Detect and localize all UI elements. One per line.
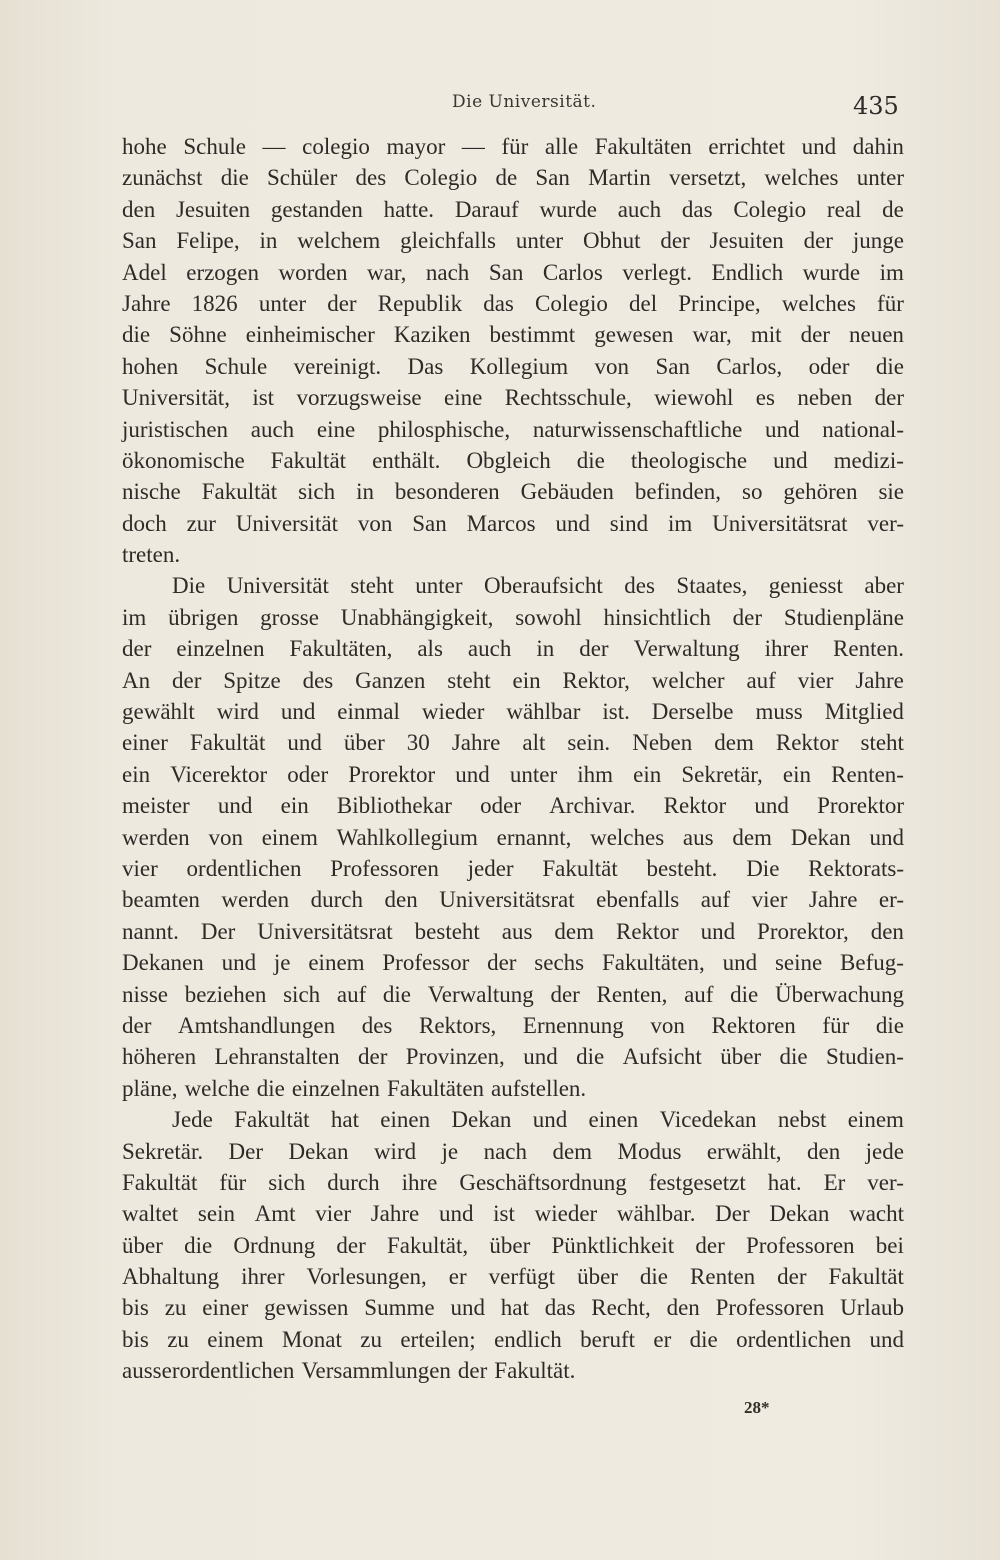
text-line: vier ordentlichen Professoren jeder Fakultät besteht. Die Rektorats- <box>122 855 904 881</box>
text-line: Universität, ist vorzugsweise eine Rechtsschule, wiewohl es neben der <box>122 385 904 411</box>
text-line: Abhaltung ihrer Vorlesungen, er verfügt über die Renten der Fakultät <box>122 1264 904 1290</box>
text-line: den Jesuiten gestanden hatte. Darauf wurde auch das Colegio real de <box>122 196 904 222</box>
text-line: doch zur Universität von San Marcos und sind im Universitätsrat ver- <box>122 510 904 536</box>
text-line: bis zu einem Monat zu erteilen; endlich beruft er die ordentlichen und <box>122 1326 904 1352</box>
text-line: pläne, welche die einzelnen Fakultäten aufstellen. <box>122 1075 587 1101</box>
text-line: meister und ein Bibliothekar oder Archivar. Rektor und Prorektor <box>122 793 904 819</box>
text-line: Die Universität steht unter Oberaufsicht des Staates, geniesst aber <box>172 573 904 599</box>
text-line: nannt. Der Universitätsrat besteht aus dem Rektor und Prorektor, den <box>122 918 904 944</box>
text-line: juristischen auch eine philosphische, naturwissenschaftliche und national- <box>122 416 904 442</box>
text-line: An der Spitze des Ganzen steht ein Rektor, welcher auf vier Jahre <box>122 667 904 693</box>
text-line: über die Ordnung der Fakultät, über Pünktlichkeit der Professoren bei <box>122 1232 904 1258</box>
text-line: höheren Lehranstalten der Provinzen, und die Aufsicht über die Studien- <box>122 1044 904 1070</box>
text-line: die Söhne einheimischer Kaziken bestimmt gewesen war, mit der neuen <box>122 322 904 348</box>
text-line: Sekretär. Der Dekan wird je nach dem Modus erwählt, den jede <box>122 1138 904 1164</box>
text-line: der einzelnen Fakultäten, als auch in der Verwaltung ihrer Renten. <box>122 636 904 662</box>
text-line: im übrigen grosse Unabhängigkeit, sowohl hinsichtlich der Studienpläne <box>122 604 904 630</box>
text-line: Jahre 1826 unter der Republik das Colegio del Principe, welches für <box>122 290 904 316</box>
text-line: Adel erzogen worden war, nach San Carlos verlegt. Endlich wurde im <box>122 259 904 285</box>
text-line: nisse beziehen sich auf die Verwaltung der Renten, auf die Überwachung <box>122 981 904 1007</box>
text-line: ausserordentlichen Versammlungen der Fakultät. <box>122 1358 576 1384</box>
text-line: hohe Schule — colegio mayor — für alle Fakultäten errichtet und dahin <box>122 134 904 159</box>
text-line: nische Fakultät sich in besonderen Gebäuden befinden, so gehören sie <box>122 479 904 505</box>
text-line: Dekanen und je einem Professor der sechs Fakultäten, und seine Befug- <box>122 950 904 976</box>
running-head: Die Universität. <box>452 92 597 112</box>
page-header <box>0 86 1000 126</box>
text-line: der Amtshandlungen des Rektors, Ernennung von Rektoren für die <box>122 1012 904 1038</box>
text-line: Fakultät für sich durch ihre Geschäftsordnung festgesetzt hat. Er ver- <box>122 1169 904 1195</box>
text-line: werden von einem Wahlkollegium ernannt, welches aus dem Dekan und <box>122 824 904 850</box>
text-line: treten. <box>122 542 181 568</box>
text-line: gewählt wird und einmal wieder wählbar ist. Derselbe muss Mitglied <box>122 699 904 725</box>
text-line: waltet sein Amt vier Jahre und ist wieder wählbar. Der Dekan wacht <box>122 1201 904 1227</box>
body-text <box>122 131 904 1387</box>
text-line: San Felipe, in welchem gleichfalls unter Obhut der Jesuiten der junge <box>122 228 904 254</box>
text-line: bis zu einer gewissen Summe und hat das Recht, den Professoren Urlaub <box>122 1295 904 1321</box>
text-line: Jede Fakultät hat einen Dekan und einen Vicedekan nebst einem <box>172 1107 904 1133</box>
signature-mark: 28* <box>744 1398 770 1417</box>
text-line: ökonomische Fakultät enthält. Obgleich die theologische und medizi- <box>122 447 904 473</box>
text-line: zunächst die Schüler des Colegio de San Martin versetzt, welches unter <box>122 165 904 191</box>
text-line: einer Fakultät und über 30 Jahre alt sein. Neben dem Rektor steht <box>122 730 904 756</box>
page-number: 435 <box>853 92 899 120</box>
text-line: ein Vicerektor oder Prorektor und unter ihm ein Sekretär, ein Renten- <box>122 761 904 787</box>
text-line: beamten werden durch den Universitätsrat ebenfalls auf vier Jahre er- <box>122 887 904 913</box>
text-line: hohen Schule vereinigt. Das Kollegium von San Carlos, oder die <box>122 353 904 379</box>
